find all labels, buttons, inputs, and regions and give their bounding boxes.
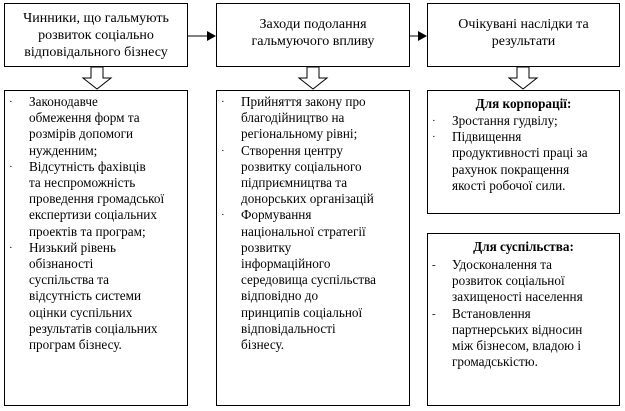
header-line: Чинники, що гальмують (23, 11, 169, 26)
item-line: підприємництва та (241, 175, 348, 191)
bullet-marker: · (432, 131, 436, 144)
item-line: обізнаності (29, 256, 94, 272)
item-line: розвитку (241, 239, 292, 255)
item-line: розвитку соціального (241, 158, 362, 174)
list-item (217, 207, 409, 353)
item-line: відповідальності (241, 320, 336, 336)
list-item (428, 306, 619, 371)
measures-list (217, 94, 409, 353)
item-line: оцінки суспільних (29, 304, 133, 320)
bullet-marker: · (221, 209, 225, 222)
header-box-results (427, 3, 620, 67)
item-line: продуктивності праці за (452, 145, 588, 161)
bullet-marker: · (9, 160, 13, 173)
item-line: рахунок покращення (452, 161, 570, 177)
item-line: Відсутність фахівців (29, 158, 146, 174)
item-line: громадськістю. (452, 354, 538, 370)
header-box-factors (4, 3, 188, 67)
item-line: середовища суспільства (241, 272, 376, 288)
item-line: принципів соціальної (241, 304, 363, 320)
header-line: відповідального бізнесу (24, 45, 168, 60)
header-line: Заходи подолання (259, 17, 367, 32)
item-line: розвиток соціальної (452, 273, 565, 289)
corporation-title: Для корпорації: (475, 96, 572, 111)
item-line: партнерських відносин (452, 321, 583, 337)
factors-list (5, 94, 187, 353)
header-line: розвиток соціально (38, 28, 154, 43)
society-title: Для суспільства: (473, 239, 574, 254)
bullet-marker: · (432, 115, 436, 127)
dash-marker: - (432, 259, 436, 271)
item-line: захищеності населення (452, 289, 583, 305)
header-box-measures (216, 3, 410, 67)
item-line: Встановлення (452, 305, 531, 321)
corporation-list (428, 113, 619, 194)
list-item (428, 257, 619, 306)
bullet-marker: · (221, 144, 225, 157)
society-results-box (427, 233, 620, 406)
item-line: експертизи соціальних (29, 207, 157, 223)
item-line: проектів та програм; (29, 223, 146, 239)
item-line: бізнесу. (241, 337, 285, 353)
item-line: Створення центру (241, 142, 343, 158)
item-line: Прийняття закону про (241, 94, 366, 109)
item-line: національної стратегії (241, 223, 366, 239)
header-line: гальмуючого впливу (251, 34, 375, 49)
list-item (217, 94, 409, 143)
item-line: Формування (241, 207, 312, 223)
item-line: Удосконалення та (452, 257, 553, 272)
factors-list-box (4, 90, 188, 406)
hollow-down-arrow-icon (83, 67, 111, 89)
item-line: суспільства та (29, 272, 110, 288)
header-line: Очікувані наслідки та (458, 17, 589, 32)
item-line: Законодавче (29, 94, 98, 109)
item-line: та неспроможність (29, 175, 136, 191)
item-line: Зростання гудвілу; (452, 113, 558, 128)
list-item (217, 143, 409, 208)
item-line: благодійництво на (241, 110, 345, 126)
list-item (5, 240, 187, 353)
item-line: Низький рівень (29, 239, 116, 255)
corporation-results-box (427, 90, 620, 214)
item-line: інформаційного (241, 256, 331, 272)
measures-list-box (216, 90, 410, 406)
header-line: результати (491, 34, 556, 49)
list-item (5, 94, 187, 159)
list-item (5, 159, 187, 240)
hollow-down-arrow-icon (299, 67, 327, 89)
item-line: програм бізнесу. (29, 337, 122, 353)
bullet-marker: · (9, 96, 13, 108)
list-item (428, 113, 619, 129)
item-line: регіональному рівні; (241, 126, 358, 142)
item-line: обмеження форм та (29, 110, 140, 126)
item-line: Підвищення (452, 129, 522, 145)
bullet-marker: · (9, 241, 13, 254)
society-list (428, 257, 619, 370)
arrow-right-icon (188, 31, 216, 41)
item-line: якості робочої сили. (452, 177, 566, 193)
item-line: відсутність системи (29, 288, 142, 304)
item-line: відповідно до (241, 288, 319, 304)
item-line: проведення громадської (29, 191, 165, 207)
bullet-marker: · (221, 96, 225, 108)
dash-marker: - (432, 307, 436, 320)
item-line: нужденним; (29, 142, 98, 158)
item-line: розмірів допомоги (29, 126, 134, 142)
hollow-down-arrow-icon (509, 67, 537, 89)
item-line: результатів соціальних (29, 320, 158, 336)
item-line: донорських організацій (241, 191, 374, 207)
item-line: між бізнесом, владою і (452, 338, 581, 354)
arrow-right-icon (410, 31, 427, 41)
list-item (428, 129, 619, 194)
